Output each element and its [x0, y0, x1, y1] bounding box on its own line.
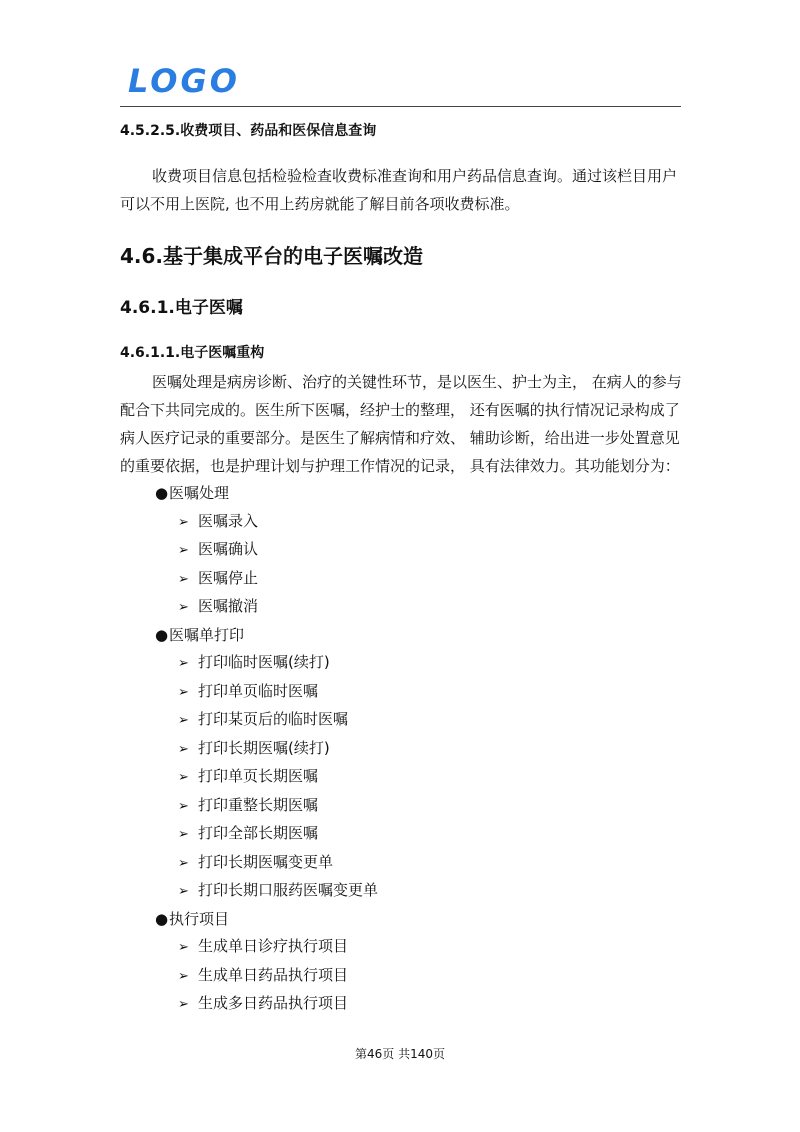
function-subitem-label: 医嘱确认 — [198, 540, 259, 558]
function-subitem-label: 医嘱录入 — [198, 511, 259, 530]
arrow-bullet-icon: ➢ — [178, 940, 189, 955]
function-list — [120, 480, 690, 1019]
function-subitem — [120, 565, 690, 594]
function-subitem — [120, 536, 690, 565]
function-subitem-label: 打印某页后的临时医嘱 — [198, 710, 349, 728]
arrow-bullet-icon: ➢ — [178, 997, 189, 1012]
function-subitem-label: 医嘱撤消 — [198, 597, 259, 615]
arrow-bullet-icon: ➢ — [178, 827, 189, 842]
function-subitem — [120, 763, 690, 792]
arrow-bullet-icon: ➢ — [178, 600, 189, 615]
function-group — [120, 480, 690, 508]
heading-4525: 4.5.2.5.收费项目、药品和医保信息查询 — [120, 123, 377, 139]
heading-4611: 4.6.1.1.电子医嘱重构 — [120, 345, 265, 361]
arrow-bullet-icon: ➢ — [178, 713, 189, 728]
function-subitem — [120, 990, 690, 1019]
function-subitem-label: 打印单页临时医嘱 — [198, 681, 319, 700]
function-subitem-label: 打印长期口服药医嘱变更单 — [198, 881, 379, 899]
function-subitem — [120, 508, 690, 537]
function-subitem — [120, 820, 690, 849]
paragraph-4525: 收费项目信息包括检验检查收费标准查询和用户药品信息查询。通过该栏目用户可以不用上医院, 也不用上药房就能了解目前各项收费标准。 — [120, 167, 678, 213]
heading-461: 4.6.1.电子医嘱 — [120, 298, 243, 318]
function-subitem — [120, 962, 690, 991]
function-subitem — [120, 933, 690, 962]
bullet-icon: ● — [155, 625, 169, 644]
function-subitem-label: 打印长期医嘱(续打) — [198, 738, 330, 757]
header-rule — [120, 106, 681, 107]
arrow-bullet-icon: ➢ — [178, 543, 189, 558]
arrow-bullet-icon: ➢ — [178, 741, 189, 757]
document-body — [120, 116, 690, 1019]
function-group-label: 医嘱处理 — [169, 484, 230, 502]
function-subitem — [120, 593, 690, 622]
function-group — [120, 622, 690, 650]
function-subitem-label: 打印重整长期医嘱 — [198, 795, 319, 814]
arrow-bullet-icon: ➢ — [178, 514, 189, 530]
arrow-bullet-icon: ➢ — [178, 798, 189, 814]
logo: LOGO — [128, 62, 240, 100]
bullet-icon: ● — [155, 909, 169, 928]
arrow-bullet-icon: ➢ — [178, 855, 189, 871]
function-group-label: 医嘱单打印 — [169, 625, 245, 644]
function-subitem-label: 打印长期医嘱变更单 — [198, 852, 334, 871]
function-subitem-label: 生成多日药品执行项目 — [198, 994, 349, 1012]
function-subitem — [120, 735, 690, 764]
arrow-bullet-icon: ➢ — [178, 684, 189, 700]
paragraph-4611: 医嘱处理是病房诊断、治疗的关键性环节，是以医生、护士为主， 在病人的参与配合下共同完成的。医生所下医嘱，经护士的整理， 还有医嘱的执行情况记录构成了病人医疗记录的重要部分。是医生了解病情和疗效、 辅助诊断，给出进一步处置意见的重要依据，也是护理计划与护理工作情况的记录， 具有法律效力。其功能划分为： — [120, 373, 682, 475]
arrow-bullet-icon: ➢ — [178, 571, 189, 587]
function-subitem-label: 生成单日诊疗执行项目 — [198, 937, 349, 955]
arrow-bullet-icon: ➢ — [178, 770, 189, 785]
page-footer: 第46页 共140页 — [355, 1047, 445, 1061]
function-group — [120, 906, 690, 934]
function-subitem-label: 医嘱停止 — [198, 568, 259, 587]
function-subitem-label: 打印单页长期医嘱 — [198, 767, 319, 785]
function-group-label: 执行项目 — [169, 909, 230, 928]
heading-46: 4.6.基于集成平台的电子医嘱改造 — [120, 244, 424, 268]
bullet-icon: ● — [155, 484, 169, 502]
function-subitem-label: 生成单日药品执行项目 — [198, 965, 349, 984]
arrow-bullet-icon: ➢ — [178, 968, 189, 984]
function-subitem-label: 打印临时医嘱(续打) — [198, 653, 330, 671]
function-subitem — [120, 849, 690, 878]
arrow-bullet-icon: ➢ — [178, 656, 189, 671]
function-subitem — [120, 706, 690, 735]
function-subitem-label: 打印全部长期医嘱 — [198, 824, 319, 842]
function-subitem — [120, 649, 690, 678]
function-subitem — [120, 877, 690, 906]
function-subitem — [120, 792, 690, 821]
arrow-bullet-icon: ➢ — [178, 884, 189, 899]
function-subitem — [120, 678, 690, 707]
